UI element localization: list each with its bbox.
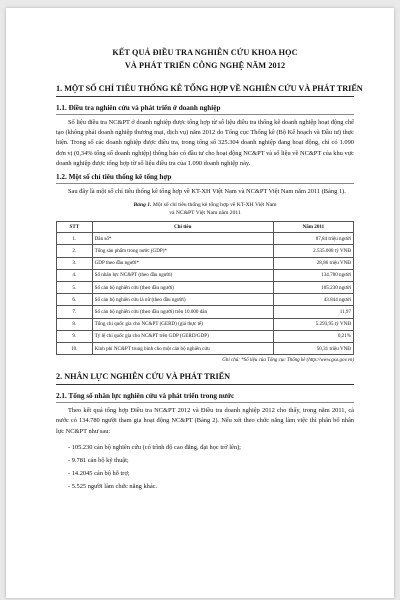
- row-indicator: Tổng sản phẩm trong nước (GDP)*: [92, 245, 273, 257]
- document-title: [56, 46, 354, 72]
- table-row: [57, 342, 354, 354]
- subsection-1-2-heading: 1.2. Một số chỉ tiêu thống kê tổng hợp: [56, 173, 354, 184]
- row-number: 9.: [57, 330, 93, 342]
- row-value: 11,97: [273, 306, 353, 318]
- row-value: 105.230 người: [273, 281, 353, 293]
- table-row: [57, 294, 354, 306]
- row-indicator: Số cán bộ nghiên cứu (theo đầu người): [92, 281, 273, 293]
- title-line-2: VÀ PHÁT TRIỂN CÔNG NGHỆ NĂM 2012: [124, 61, 286, 70]
- row-indicator: Tỷ lệ chi quốc gia cho NC&PT trên GDP (GERD/GDP): [92, 330, 273, 342]
- title-line-1: KẾT QUẢ ĐIỀU TRA NGHIÊN CỨU KHOA HỌC: [112, 48, 298, 57]
- table-1-caption-text-2: và NC&PT Việt Nam năm 2011: [169, 210, 241, 217]
- row-indicator: Số nhân lực NC&PT (theo đầu người): [92, 269, 273, 281]
- subsection-1-2-paragraph: Sau đây là một số chỉ tiêu thống kê tổng hợp về KT-XH Việt Nam và NC&PT Việt Nam năm 2011 (Bảng 1).: [68, 188, 346, 196]
- row-number: 5.: [57, 281, 93, 293]
- row-value: 2.535.008 tỷ VNĐ: [273, 245, 353, 257]
- table-row: [57, 269, 354, 281]
- row-value: 50,31 triệu VNĐ: [273, 342, 353, 354]
- page-content: [6, 8, 394, 493]
- row-indicator: Kinh phí NC&PT trung bình cho một cán bộ nghiên cứu: [92, 342, 273, 354]
- row-number: 8.: [57, 318, 93, 330]
- table-1-caption-text-1: Một số chỉ tiêu thống kê tổng hợp về KT-XH Việt Nam: [151, 202, 277, 209]
- table-1-caption: [56, 201, 354, 217]
- subsection-1-1-heading: 1.1. Điều tra nghiên cứu và phát triển ở doanh nghiệp: [56, 104, 354, 115]
- row-number: 4.: [57, 269, 93, 281]
- table-row: [57, 306, 354, 318]
- row-number: 3.: [57, 257, 93, 269]
- staff-breakdown-list: [56, 441, 354, 493]
- row-value: 87,84 triệu người: [273, 233, 353, 245]
- row-value: 5.293,95 tỷ VNĐ: [273, 318, 353, 330]
- row-value: 0,21%: [273, 330, 353, 342]
- row-indicator: GDP theo đầu người*: [92, 257, 273, 269]
- row-indicator: Số cán bộ nghiên cứu (theo đầu người) trên 10.000 dân: [92, 306, 273, 318]
- table-row: [57, 233, 354, 245]
- table-row: [57, 318, 354, 330]
- section-1-heading: 1. MỘT SỐ CHỈ TIÊU THỐNG KÊ TỔNG HỢP VỀ NGHIÊN CỨU VÀ PHÁT TRIỂN: [56, 84, 354, 97]
- row-indicator: Dân số*: [92, 233, 273, 245]
- table-header-row: [57, 222, 354, 233]
- table-1: [56, 221, 354, 355]
- section-2-heading: 2. NHÂN LỰC NGHIÊN CỨU VÀ PHÁT TRIỂN: [56, 372, 354, 385]
- table-row: [57, 281, 354, 293]
- row-indicator: Tổng chi quốc gia cho NC&PT (GERD) (giá thực tế): [92, 318, 273, 330]
- list-item: - 105.230 cán bộ nghiên cứu (có trình độ cao đẳng, đại học trở lên);: [68, 443, 241, 451]
- table-row: [57, 245, 354, 257]
- row-number: 7.: [57, 306, 93, 318]
- list-item: - 5.525 người làm chức năng khác.: [68, 482, 158, 490]
- row-indicator: Số cán bộ nghiên cứu là nữ (theo đầu người): [92, 294, 273, 306]
- subsection-1-1-paragraph: Số liệu điều tra NC&PT ở doanh nghiệp được tổng hợp từ số liệu điều tra thống kê doanh nghiệp hoạt động chế tạo (không phải doanh nghiệp thương mại, dịch vụ) năm 2012 do Tổng cục Thống kê (Bộ Kế hoạch và Đầu tư) thực hiện. Trong số các doanh nghiệp được điều tra, trong tổng số 325.304 doanh nghiệp đang hoạt động, chỉ có 1.090 đơn vị (0,34% tổng số doanh nghiệp) thông báo có đầu tư cho hoạt động NC&PT và số liệu về NC&PT của khu vực doanh nghiệp được tổng hợp từ số liệu điều tra của 1.090 doanh nghiệp này.: [56, 119, 354, 167]
- subsection-2-1-paragraph: Theo kết quả tổng hợp Điều tra NC&PT 2012 và Điều tra doanh nghiệp 2012 cho thấy, trong năm 2011, cả nước có 134.780 người tham gia hoạt động NC&PT (Bảng 2). Nếu xét theo chức năng làm việc thì phân bổ nhân lực NC&PT như sau:: [56, 407, 354, 435]
- list-item: - 14.2045 cán bộ hỗ trợ;: [68, 469, 130, 477]
- table-1-caption-label: Bảng 1.: [133, 202, 152, 209]
- row-number: 1.: [57, 233, 93, 245]
- row-value: 28,86 triệu VNĐ: [273, 257, 353, 269]
- table-header-indicator: Chỉ tiêu: [92, 222, 273, 233]
- subsection-2-1-heading: 2.1. Tổng số nhân lực nghiên cứu và phát triển trong nước: [56, 392, 354, 403]
- table-header-year: Năm 2011: [273, 222, 353, 233]
- table-header-stt: STT: [57, 222, 93, 233]
- table-row: [57, 330, 354, 342]
- table-row: [57, 257, 354, 269]
- row-number: 10.: [57, 342, 93, 354]
- list-item: - 9.781 cán bộ kỹ thuật;: [68, 456, 129, 464]
- document-page: [6, 8, 394, 598]
- row-value: 43.844 người: [273, 294, 353, 306]
- row-number: 2.: [57, 245, 93, 257]
- row-value: 134.780 người: [273, 269, 353, 281]
- row-number: 6.: [57, 294, 93, 306]
- table-1-source-note: Ghi chú: *Số liệu của Tổng cục Thống kê (http://www.gso.gov.vn): [222, 358, 354, 364]
